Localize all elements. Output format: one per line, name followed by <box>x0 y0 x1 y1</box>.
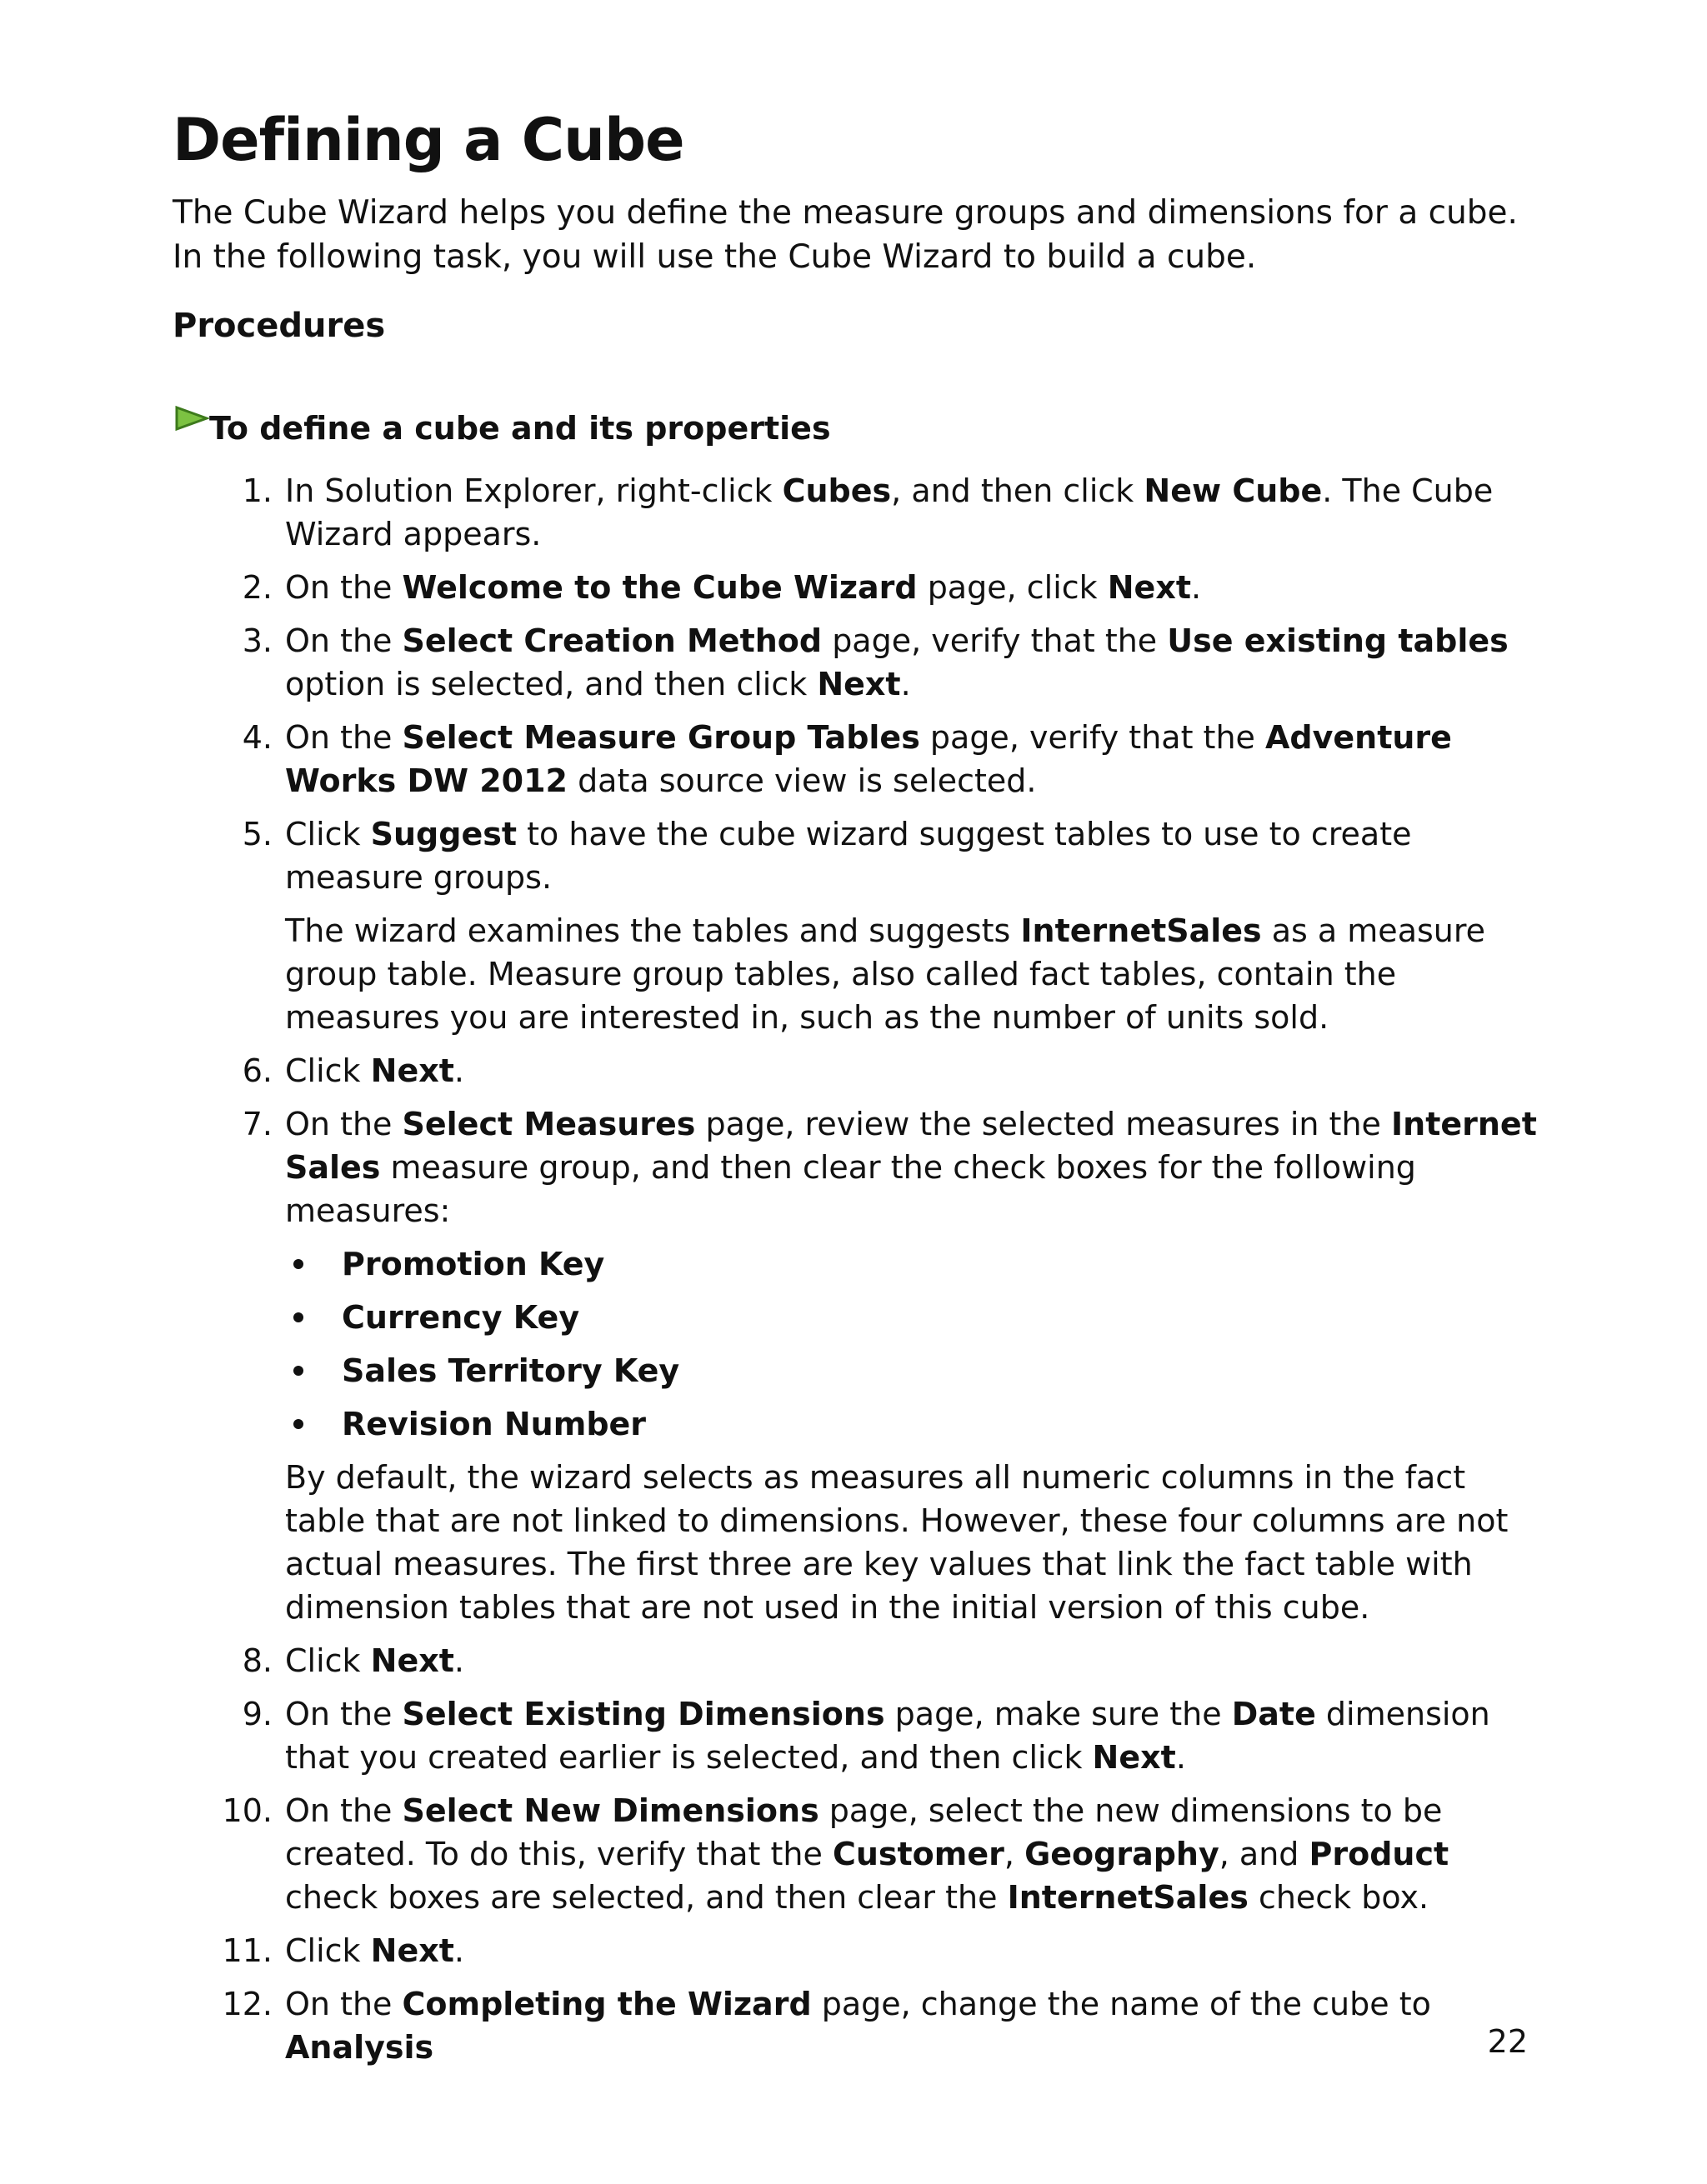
step-text: In Solution Explorer, right-click <box>285 472 783 509</box>
step-text: On the <box>285 622 403 659</box>
page-number: 22 <box>1487 2023 1528 2060</box>
measure-list <box>285 1242 1539 1446</box>
list-item-label: Promotion Key <box>342 1246 605 1282</box>
step-text: page, review the selected measures in the <box>695 1106 1391 1142</box>
step-text: By default, the wizard selects as measures all numeric columns in the fact table that are not linked to dimensions. However, these four columns are not actual measures. The first three are key values that link the fact table with dimension tables that are not used in the initial version of this cube. <box>285 1459 1509 1626</box>
step-body <box>285 1789 1539 1919</box>
step-body <box>285 1982 1539 2069</box>
step-number: 8. <box>242 1642 273 1679</box>
bold-term: Geography <box>1024 1836 1219 1872</box>
step-number: 10. <box>222 1792 273 1829</box>
procedure-step <box>173 1639 1539 1682</box>
step-body <box>285 1692 1539 1779</box>
list-item <box>285 1402 1539 1446</box>
task-title: To define a cube and its properties <box>209 410 831 447</box>
procedure-step <box>173 1929 1539 1972</box>
step-text: data source view is selected. <box>567 762 1037 799</box>
step-number: 9. <box>242 1696 273 1732</box>
procedure-step <box>173 1982 1539 2069</box>
list-item-label: Revision Number <box>342 1406 647 1442</box>
step-text: On the <box>285 719 403 756</box>
green-arrow-icon <box>174 405 209 432</box>
bold-term: Completing the Wizard <box>402 1986 812 2022</box>
step-body <box>285 1929 1539 1972</box>
step-text: On the <box>285 1792 403 1829</box>
procedure-step <box>173 1692 1539 1779</box>
step-text: . <box>453 1642 464 1679</box>
bold-term: Next <box>370 1642 454 1679</box>
bold-term: Suggest <box>370 816 518 852</box>
bold-term: Date <box>1231 1696 1316 1732</box>
bullet-icon <box>293 1419 303 1429</box>
step-text: The wizard examines the tables and suggests <box>285 912 1021 949</box>
bold-term: Adventure Works DW 2012 <box>285 719 1452 799</box>
bullet-icon <box>293 1259 303 1269</box>
step-text: page, verify that the <box>822 622 1168 659</box>
procedure-step <box>173 1789 1539 1919</box>
step-text: On the <box>285 569 403 606</box>
step-body <box>285 1639 1539 1682</box>
step-note <box>285 909 1539 1039</box>
task-heading <box>173 407 1539 451</box>
bold-term: Cubes <box>782 472 892 509</box>
list-item <box>285 1349 1539 1392</box>
step-text: , and <box>1219 1836 1309 1872</box>
bold-term: Internet Sales <box>285 1106 1537 1186</box>
list-item <box>285 1242 1539 1286</box>
step-text: page, verify that the <box>919 719 1265 756</box>
step-text: On the <box>285 1106 403 1142</box>
bold-term: InternetSales <box>1007 1879 1249 1916</box>
step-body <box>285 566 1539 609</box>
bold-term: Use existing tables <box>1167 622 1509 659</box>
step-number: 2. <box>242 569 273 606</box>
bold-term: InternetSales <box>1020 912 1262 949</box>
step-body <box>285 619 1539 706</box>
bold-term: Next <box>370 1052 454 1089</box>
step-text: . <box>453 1052 464 1089</box>
step-text: . <box>1175 1739 1186 1776</box>
step-text: check box. <box>1248 1879 1429 1916</box>
procedure-steps <box>173 469 1539 2069</box>
step-text: . The Cube Wizard appears. <box>285 472 1494 552</box>
step-number: 5. <box>242 816 273 852</box>
step-text: . <box>453 1932 464 1969</box>
step-body <box>285 1049 1539 1092</box>
procedure-step <box>173 1102 1539 1629</box>
step-text: check boxes are selected, and then clear the <box>285 1879 1008 1916</box>
procedure-step <box>173 1049 1539 1092</box>
bold-term: Next <box>817 666 901 702</box>
bold-term: Next <box>1092 1739 1176 1776</box>
bold-term: Select New Dimensions <box>402 1792 819 1829</box>
step-text: Click <box>285 816 371 852</box>
step-text: . <box>900 666 911 702</box>
procedures-heading: Procedures <box>173 307 386 345</box>
step-text: option is selected, and then click <box>285 666 818 702</box>
step-text: , and then click <box>891 472 1144 509</box>
step-number: 12. <box>222 1986 273 2022</box>
procedure-step <box>173 716 1539 802</box>
step-text: , <box>1004 1836 1025 1872</box>
step-text: . <box>1191 569 1202 606</box>
step-text: measure group, and then clear the check boxes for the following measures: <box>285 1149 1416 1229</box>
step-body <box>285 469 1539 556</box>
bold-term: Next <box>1107 569 1192 606</box>
step-number: 6. <box>242 1052 273 1089</box>
step-text: as a measure group table. Measure group tables, also called fact tables, contain the measures you are interested in, such as the number of units sold. <box>285 912 1486 1036</box>
step-text: Click <box>285 1932 371 1969</box>
bold-term: Select Existing Dimensions <box>402 1696 885 1732</box>
step-text: dimension that you created earlier is selected, and then click <box>285 1696 1490 1776</box>
list-item <box>285 1296 1539 1339</box>
procedure-step <box>173 469 1539 556</box>
step-text: to have the cube wizard suggest tables to use to create measure groups. <box>285 816 1412 896</box>
list-item-label: Sales Territory Key <box>342 1352 680 1389</box>
step-note <box>285 1456 1539 1629</box>
step-text: Click <box>285 1052 371 1089</box>
step-text: page, click <box>917 569 1108 606</box>
bold-term: New Cube <box>1144 472 1323 509</box>
step-body <box>285 716 1539 802</box>
bold-term: Welcome to the Cube Wizard <box>402 569 918 606</box>
step-body <box>285 1102 1539 1232</box>
procedure-step <box>173 812 1539 1039</box>
bold-term: Next <box>370 1932 454 1969</box>
procedure-step <box>173 566 1539 609</box>
step-number: 1. <box>242 472 273 509</box>
step-text: page, select the new dimensions to be created. To do this, verify that the <box>285 1792 1443 1872</box>
bold-term: Select Creation Method <box>402 622 823 659</box>
bullet-icon <box>293 1312 303 1322</box>
bold-term: Analysis <box>285 2029 434 2066</box>
bold-term: Customer <box>832 1836 1004 1872</box>
step-text: On the <box>285 1696 403 1732</box>
step-body <box>285 812 1539 899</box>
bold-term: Select Measure Group Tables <box>402 719 920 756</box>
bold-term: Select Measures <box>402 1106 696 1142</box>
document-page <box>173 108 1539 2079</box>
step-number: 4. <box>242 719 273 756</box>
step-number: 3. <box>242 622 273 659</box>
intro-paragraph: The Cube Wizard helps you define the measure groups and dimensions for a cube. In the following task, you will use the Cube Wizard to build a cube. <box>173 194 1518 276</box>
step-text: page, make sure the <box>884 1696 1232 1732</box>
step-number: 11. <box>222 1932 273 1969</box>
procedure-step <box>173 619 1539 706</box>
step-text: Click <box>285 1642 371 1679</box>
list-item-label: Currency Key <box>342 1299 580 1336</box>
bold-term: Product <box>1309 1836 1449 1872</box>
bullet-icon <box>293 1366 303 1376</box>
step-text: page, change the name of the cube to <box>811 1986 1431 2022</box>
step-text: On the <box>285 1986 403 2022</box>
step-number: 7. <box>242 1106 273 1142</box>
page-title: Defining a Cube <box>173 106 684 174</box>
